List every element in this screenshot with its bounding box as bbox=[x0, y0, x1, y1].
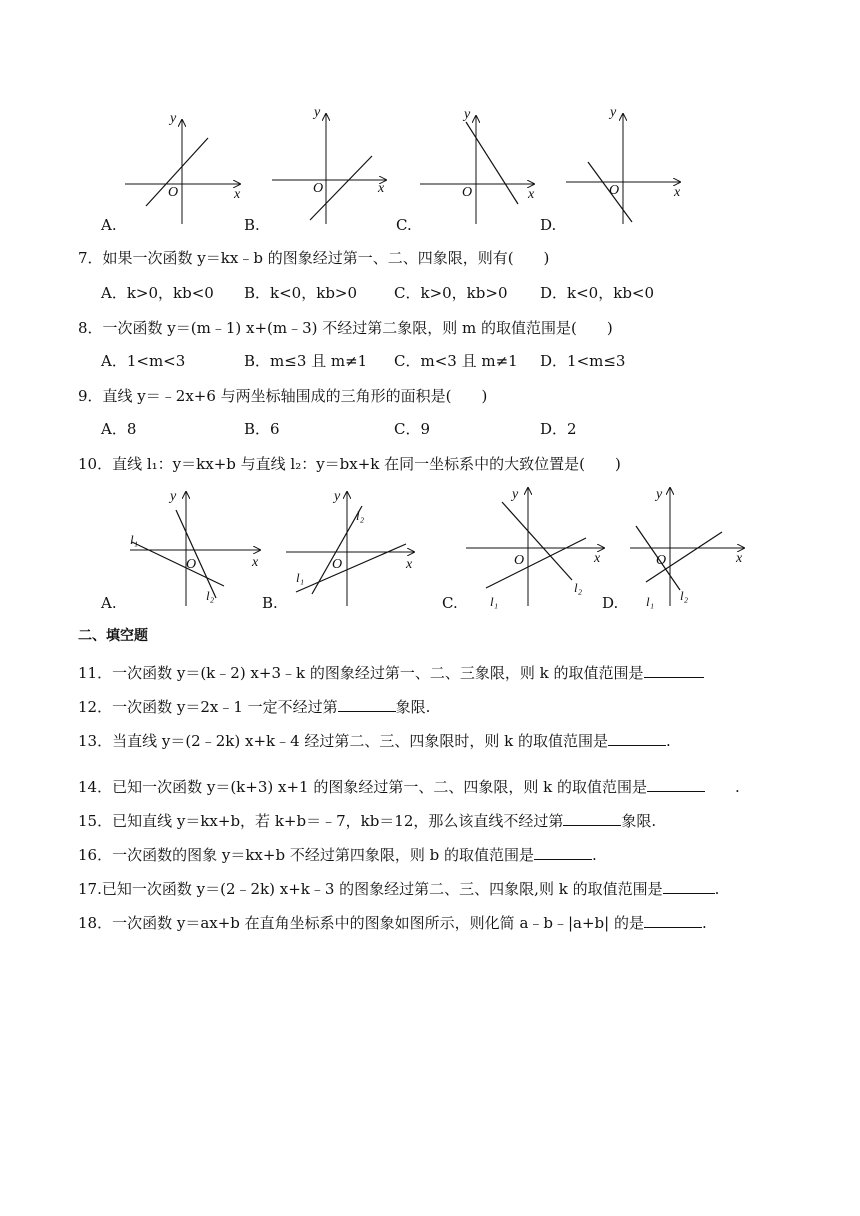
q9-stem: 9．直线 y＝﹣2x+6 与两坐标轴围成的三角形的面积是( ) bbox=[78, 387, 488, 405]
q10-option-a[interactable]: A. bbox=[101, 594, 117, 612]
q11-answer-blank[interactable] bbox=[644, 662, 704, 678]
q18-text: 18．一次函数 y＝ax+b 在直角坐标系中的图象如图所示，则化简 a﹣b﹣|a+b| 的是 bbox=[78, 914, 644, 932]
x-label: x bbox=[736, 551, 743, 566]
l1-label: l₁ bbox=[296, 570, 305, 585]
q12 bbox=[78, 696, 430, 717]
q17-answer-blank[interactable] bbox=[663, 878, 715, 894]
line-l1 bbox=[296, 544, 406, 592]
q15-after: 象限. bbox=[621, 812, 657, 830]
q10-graph-svg bbox=[0, 482, 860, 612]
q11-text: 11．一次函数 y＝(k﹣2) x+3﹣k 的图象经过第一、二、三象限，则 k 的取值范围是 bbox=[78, 664, 644, 682]
q12-answer-blank[interactable] bbox=[338, 696, 396, 712]
q10-option-c[interactable]: C. bbox=[442, 594, 458, 612]
y-label: y bbox=[334, 489, 341, 504]
q9-option-d[interactable]: D．2 bbox=[540, 420, 577, 438]
q6-graph-c bbox=[420, 107, 535, 224]
q7-option-d[interactable]: D．k<0，kb<0 bbox=[540, 284, 655, 302]
l1-label: l₁ bbox=[646, 594, 655, 609]
q6-option-c[interactable]: C. bbox=[396, 216, 412, 234]
q10-graphs bbox=[0, 482, 860, 612]
q13-answer-blank[interactable] bbox=[608, 730, 666, 746]
q10-graph-d bbox=[630, 487, 744, 609]
section-heading: 二、填空题 bbox=[78, 628, 148, 644]
q15 bbox=[78, 810, 656, 831]
x-label: x bbox=[252, 555, 259, 570]
origin-label: O bbox=[514, 553, 525, 568]
origin-label: O bbox=[332, 557, 343, 572]
q16-answer-blank[interactable] bbox=[534, 844, 592, 860]
q6-graphs bbox=[0, 100, 860, 240]
q8-option-a[interactable]: A．1<m<3 bbox=[101, 352, 186, 370]
line-l2 bbox=[312, 506, 362, 594]
q8-option-d[interactable]: D．1<m≤3 bbox=[540, 352, 626, 370]
q18-after: . bbox=[701, 914, 707, 932]
q8-option-c[interactable]: C．m<3 且 m≠1 bbox=[394, 352, 518, 370]
q12-text: 12．一次函数 y＝2x﹣1 一定不经过第 bbox=[78, 698, 338, 716]
q7-option-b[interactable]: B．k<0，kb>0 bbox=[244, 284, 358, 302]
l2-label: l₂ bbox=[356, 508, 365, 523]
q9-option-c[interactable]: C．9 bbox=[394, 420, 431, 438]
x-label: x bbox=[674, 185, 681, 200]
q17-text: 17.已知一次函数 y＝(2﹣2k) x+k﹣3 的图象经过第二、三、四象限,则 k 的取值范围是 bbox=[78, 880, 663, 898]
q14-after: . bbox=[704, 778, 740, 796]
x-label: x bbox=[234, 187, 241, 202]
line-l2 bbox=[176, 510, 216, 598]
q10-graph-b bbox=[286, 489, 414, 606]
q14-answer-blank[interactable] bbox=[647, 776, 705, 792]
q10-graph-c bbox=[466, 487, 604, 609]
origin-label: O bbox=[168, 185, 179, 200]
q8-stem: 8．一次函数 y＝(m﹣1) x+(m﹣3) 不经过第二象限，则 m 的取值范围是( ) bbox=[78, 319, 613, 337]
q6-graph-a bbox=[125, 111, 241, 224]
line-l2 bbox=[502, 502, 572, 580]
x-label: x bbox=[378, 181, 385, 196]
origin-label: O bbox=[186, 557, 197, 572]
l2-label: l₂ bbox=[206, 588, 215, 603]
q16-after: . bbox=[591, 846, 597, 864]
q14-text: 14．已知一次函数 y＝(k+3) x+1 的图象经过第一、二、四象限，则 k 的取值范围是 bbox=[78, 778, 647, 796]
q7-stem: 7．如果一次函数 y＝kx﹣b 的图象经过第一、二、四象限，则有( ) bbox=[78, 249, 550, 267]
origin-label: O bbox=[609, 183, 620, 198]
y-label: y bbox=[170, 111, 177, 126]
q17-after: . bbox=[714, 880, 720, 898]
l2-label: l₂ bbox=[574, 580, 583, 595]
q6-graph-svg bbox=[0, 100, 860, 240]
y-label: y bbox=[464, 107, 471, 122]
q18 bbox=[78, 912, 707, 933]
q8-option-b[interactable]: B．m≤3 且 m≠1 bbox=[244, 352, 368, 370]
q17 bbox=[78, 878, 719, 899]
q16 bbox=[78, 844, 597, 865]
l1-label: l₁ bbox=[130, 532, 139, 547]
y-label: y bbox=[512, 487, 519, 502]
q7-option-a[interactable]: A．k>0，kb<0 bbox=[101, 284, 214, 302]
q6-option-a[interactable]: A. bbox=[101, 216, 117, 234]
q16-text: 16．一次函数的图象 y＝kx+b 不经过第四象限，则 b 的取值范围是 bbox=[78, 846, 534, 864]
q6-option-d[interactable]: D. bbox=[540, 216, 557, 234]
origin-label: O bbox=[656, 553, 667, 568]
x-label: x bbox=[594, 551, 601, 566]
y-label: y bbox=[170, 489, 177, 504]
q13 bbox=[78, 730, 671, 751]
l2-label: l₂ bbox=[680, 588, 689, 603]
q10-stem: 10．直线 l₁：y＝kx+b 与直线 l₂：y＝bx+k 在同一坐标系中的大致位置是( ) bbox=[78, 455, 621, 473]
q11 bbox=[78, 662, 704, 683]
q6-graph-b bbox=[272, 105, 386, 224]
q13-after: . bbox=[666, 732, 671, 750]
q15-answer-blank[interactable] bbox=[563, 810, 621, 826]
q15-text: 15．已知直线 y＝kx+b，若 k+b＝﹣7，kb＝12，那么该直线不经过第 bbox=[78, 812, 564, 830]
q12-after: 象限. bbox=[395, 698, 431, 716]
q10-option-b[interactable]: B. bbox=[262, 594, 278, 612]
q10-option-d[interactable]: D. bbox=[602, 594, 619, 612]
x-label: x bbox=[528, 187, 535, 202]
q6-option-b[interactable]: B. bbox=[244, 216, 260, 234]
l1-label: l₁ bbox=[490, 594, 499, 609]
q9-option-b[interactable]: B．6 bbox=[244, 420, 280, 438]
y-label: y bbox=[610, 105, 617, 120]
q7-option-c[interactable]: C．k>0，kb>0 bbox=[394, 284, 508, 302]
line-l1 bbox=[486, 538, 586, 588]
graph-line bbox=[466, 122, 518, 204]
origin-label: O bbox=[313, 181, 324, 196]
line-l1 bbox=[132, 542, 224, 586]
q18-answer-blank[interactable] bbox=[644, 912, 702, 928]
q14 bbox=[78, 776, 740, 797]
y-label: y bbox=[314, 105, 321, 120]
origin-label: O bbox=[462, 185, 473, 200]
x-label: x bbox=[406, 557, 413, 572]
q9-option-a[interactable]: A．8 bbox=[101, 420, 137, 438]
q6-graph-d bbox=[566, 105, 681, 224]
q10-graph-a bbox=[130, 489, 260, 606]
q13-text: 13．当直线 y＝(2﹣2k) x+k﹣4 经过第二、三、四象限时，则 k 的取值范围是 bbox=[78, 732, 609, 750]
y-label: y bbox=[656, 487, 663, 502]
